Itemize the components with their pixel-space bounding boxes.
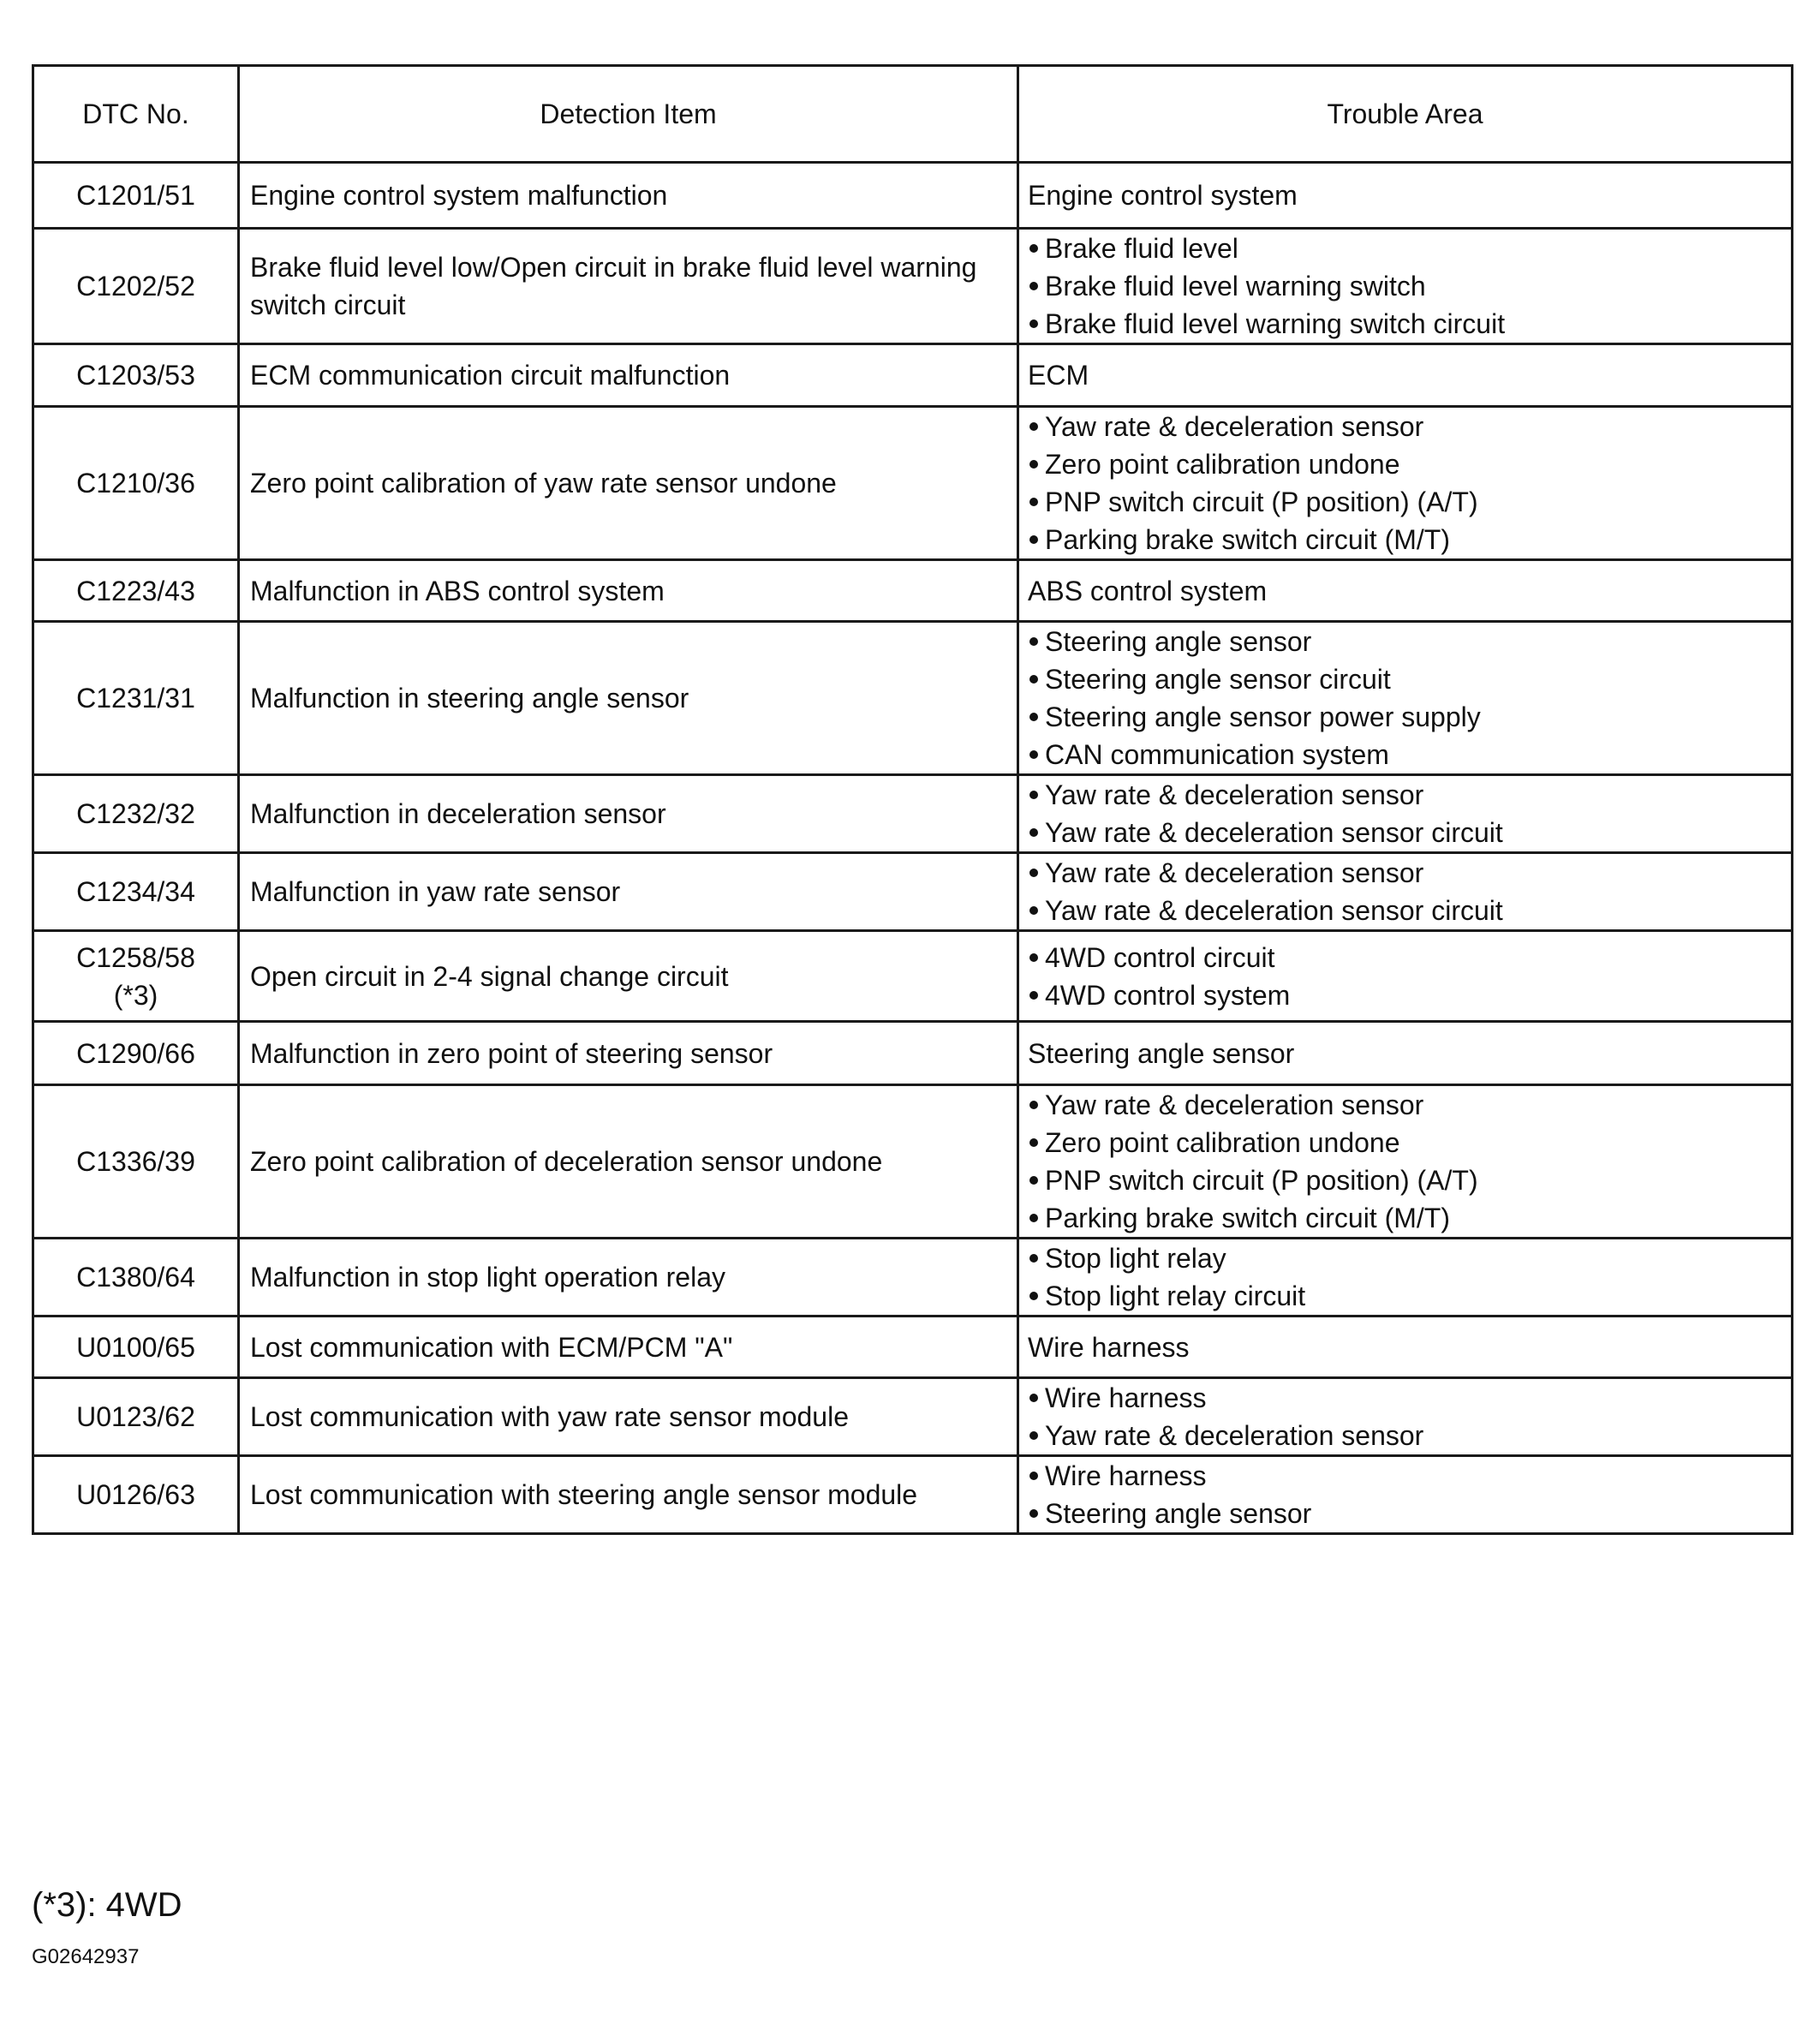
table-row [33, 344, 1793, 407]
trouble-area [1018, 344, 1793, 407]
table-row [33, 1085, 1793, 1239]
dtc-code: C1231/31 [76, 683, 195, 713]
header-trouble-area: Trouble Area [1018, 66, 1793, 163]
dtc-code: C1210/36 [76, 468, 195, 499]
footnote: (*3): 4WD [32, 1886, 182, 1924]
detection-item: Malfunction in deceleration sensor [239, 775, 1018, 853]
trouble-area-item: Yaw rate & deceleration sensor circuit [1028, 814, 1782, 851]
trouble-area-item: Yaw rate & deceleration sensor [1028, 854, 1782, 892]
dtc-code: C1290/66 [76, 1037, 195, 1069]
trouble-area [1018, 1317, 1793, 1378]
trouble-area-item: Steering angle sensor circuit [1028, 660, 1782, 698]
trouble-area-item: Brake fluid level warning switch circuit [1028, 305, 1782, 343]
table-row [33, 1456, 1793, 1534]
dtc-code: C1234/34 [76, 876, 195, 907]
trouble-area [1018, 560, 1793, 622]
header-dtc-no: DTC No. [33, 66, 239, 163]
trouble-area-item: Zero point calibration undone [1028, 445, 1782, 483]
dtc-code-cell [33, 622, 239, 775]
detection-item: Zero point calibration of deceleration sensor undone [239, 1085, 1018, 1239]
table-row [33, 229, 1793, 344]
trouble-area-item: Steering angle sensor [1028, 1495, 1782, 1532]
dtc-code: C1202/52 [76, 271, 195, 302]
trouble-area-list [1028, 230, 1782, 343]
trouble-area-list [1028, 776, 1782, 851]
dtc-code-cell [33, 1022, 239, 1085]
trouble-area [1018, 775, 1793, 853]
detection-item: Malfunction in yaw rate sensor [239, 853, 1018, 931]
dtc-code: U0123/62 [76, 1401, 195, 1432]
trouble-area-item: Yaw rate & deceleration sensor [1028, 776, 1782, 814]
trouble-area-item: Yaw rate & deceleration sensor circuit [1028, 892, 1782, 929]
trouble-area-text: ECM [1028, 360, 1089, 391]
trouble-area [1018, 163, 1793, 229]
trouble-area-item: PNP switch circuit (P position) (A/T) [1028, 483, 1782, 521]
trouble-area-list [1028, 408, 1782, 558]
table-row [33, 1022, 1793, 1085]
trouble-area-list [1028, 939, 1782, 1014]
detection-item: Zero point calibration of yaw rate sensor undone [239, 407, 1018, 560]
detection-item: Lost communication with yaw rate sensor module [239, 1378, 1018, 1456]
table-row [33, 1239, 1793, 1317]
trouble-area-list [1028, 1239, 1782, 1315]
trouble-area-item: Yaw rate & deceleration sensor [1028, 1086, 1782, 1124]
detection-item: Engine control system malfunction [239, 163, 1018, 229]
trouble-area [1018, 622, 1793, 775]
detection-item: Malfunction in stop light operation relay [239, 1239, 1018, 1317]
trouble-area-list [1028, 1379, 1782, 1454]
figure-id: G02642937 [32, 1945, 140, 1968]
trouble-area-list [1028, 1457, 1782, 1532]
detection-item: Open circuit in 2-4 signal change circuit [239, 931, 1018, 1022]
table-body [33, 163, 1793, 1534]
table-row [33, 1378, 1793, 1456]
dtc-code-cell [33, 1456, 239, 1534]
trouble-area [1018, 1378, 1793, 1456]
dtc-code: C1336/39 [76, 1146, 195, 1177]
header-detection-item: Detection Item [239, 66, 1018, 163]
table-row [33, 853, 1793, 931]
trouble-area-item: Zero point calibration undone [1028, 1124, 1782, 1161]
trouble-area-item: Yaw rate & deceleration sensor [1028, 1417, 1782, 1454]
dtc-code: C1203/53 [76, 360, 195, 391]
table-header [33, 66, 1793, 163]
detection-item: Malfunction in steering angle sensor [239, 622, 1018, 775]
table-row [33, 622, 1793, 775]
trouble-area-item: 4WD control system [1028, 976, 1782, 1014]
trouble-area-item: Brake fluid level [1028, 230, 1782, 267]
table-row [33, 775, 1793, 853]
trouble-area [1018, 1085, 1793, 1239]
trouble-area-list [1028, 854, 1782, 929]
dtc-code-cell [33, 560, 239, 622]
dtc-code: U0100/65 [76, 1331, 195, 1363]
trouble-area-text: Steering angle sensor [1028, 1037, 1295, 1069]
dtc-code-cell [33, 853, 239, 931]
trouble-area [1018, 931, 1793, 1022]
trouble-area-item: Steering angle sensor [1028, 623, 1782, 660]
table-row [33, 163, 1793, 229]
table-row [33, 931, 1793, 1022]
dtc-code-cell [33, 1317, 239, 1378]
table-row [33, 407, 1793, 560]
trouble-area-item: Steering angle sensor power supply [1028, 698, 1782, 736]
trouble-area-list [1028, 1086, 1782, 1237]
trouble-area-text: Engine control system [1028, 180, 1298, 211]
trouble-area-item: Brake fluid level warning switch [1028, 267, 1782, 305]
dtc-code-note: (*3) [113, 979, 158, 1011]
trouble-area-list [1028, 623, 1782, 773]
dtc-code-cell [33, 1239, 239, 1317]
dtc-table [32, 64, 1793, 1535]
trouble-area-item: CAN communication system [1028, 736, 1782, 773]
trouble-area-item: Yaw rate & deceleration sensor [1028, 408, 1782, 445]
table-row [33, 560, 1793, 622]
trouble-area-item: Stop light relay circuit [1028, 1277, 1782, 1315]
dtc-code: C1223/43 [76, 575, 195, 606]
dtc-code-cell [33, 1378, 239, 1456]
dtc-code-cell [33, 407, 239, 560]
dtc-code: C1201/51 [76, 180, 195, 211]
detection-item: Malfunction in zero point of steering sensor [239, 1022, 1018, 1085]
dtc-code: U0126/63 [76, 1479, 195, 1510]
dtc-code: C1232/32 [76, 798, 195, 829]
trouble-area-text: ABS control system [1028, 575, 1268, 606]
trouble-area-item: Wire harness [1028, 1457, 1782, 1495]
dtc-code-cell [33, 931, 239, 1022]
trouble-area [1018, 853, 1793, 931]
trouble-area-item: Stop light relay [1028, 1239, 1782, 1277]
dtc-code: C1380/64 [76, 1262, 195, 1293]
trouble-area-item: 4WD control circuit [1028, 939, 1782, 976]
dtc-code-cell [33, 229, 239, 344]
trouble-area [1018, 1239, 1793, 1317]
header-row [33, 66, 1793, 163]
detection-item: Malfunction in ABS control system [239, 560, 1018, 622]
trouble-area [1018, 229, 1793, 344]
detection-item: Lost communication with steering angle sensor module [239, 1456, 1018, 1534]
trouble-area [1018, 1456, 1793, 1534]
detection-item: ECM communication circuit malfunction [239, 344, 1018, 407]
trouble-area-item: Wire harness [1028, 1379, 1782, 1417]
detection-item: Lost communication with ECM/PCM "A" [239, 1317, 1018, 1378]
table-row [33, 1317, 1793, 1378]
trouble-area-item: Parking brake switch circuit (M/T) [1028, 521, 1782, 558]
dtc-code-cell [33, 1085, 239, 1239]
dtc-code-cell [33, 163, 239, 229]
trouble-area [1018, 407, 1793, 560]
trouble-area-item: PNP switch circuit (P position) (A/T) [1028, 1161, 1782, 1199]
trouble-area-text: Wire harness [1028, 1331, 1190, 1363]
dtc-code-cell [33, 344, 239, 407]
dtc-code: C1258/58 [76, 941, 195, 973]
detection-item: Brake fluid level low/Open circuit in brake fluid level warning switch circuit [239, 229, 1018, 344]
dtc-code-cell [33, 775, 239, 853]
trouble-area [1018, 1022, 1793, 1085]
trouble-area-item: Parking brake switch circuit (M/T) [1028, 1199, 1782, 1237]
